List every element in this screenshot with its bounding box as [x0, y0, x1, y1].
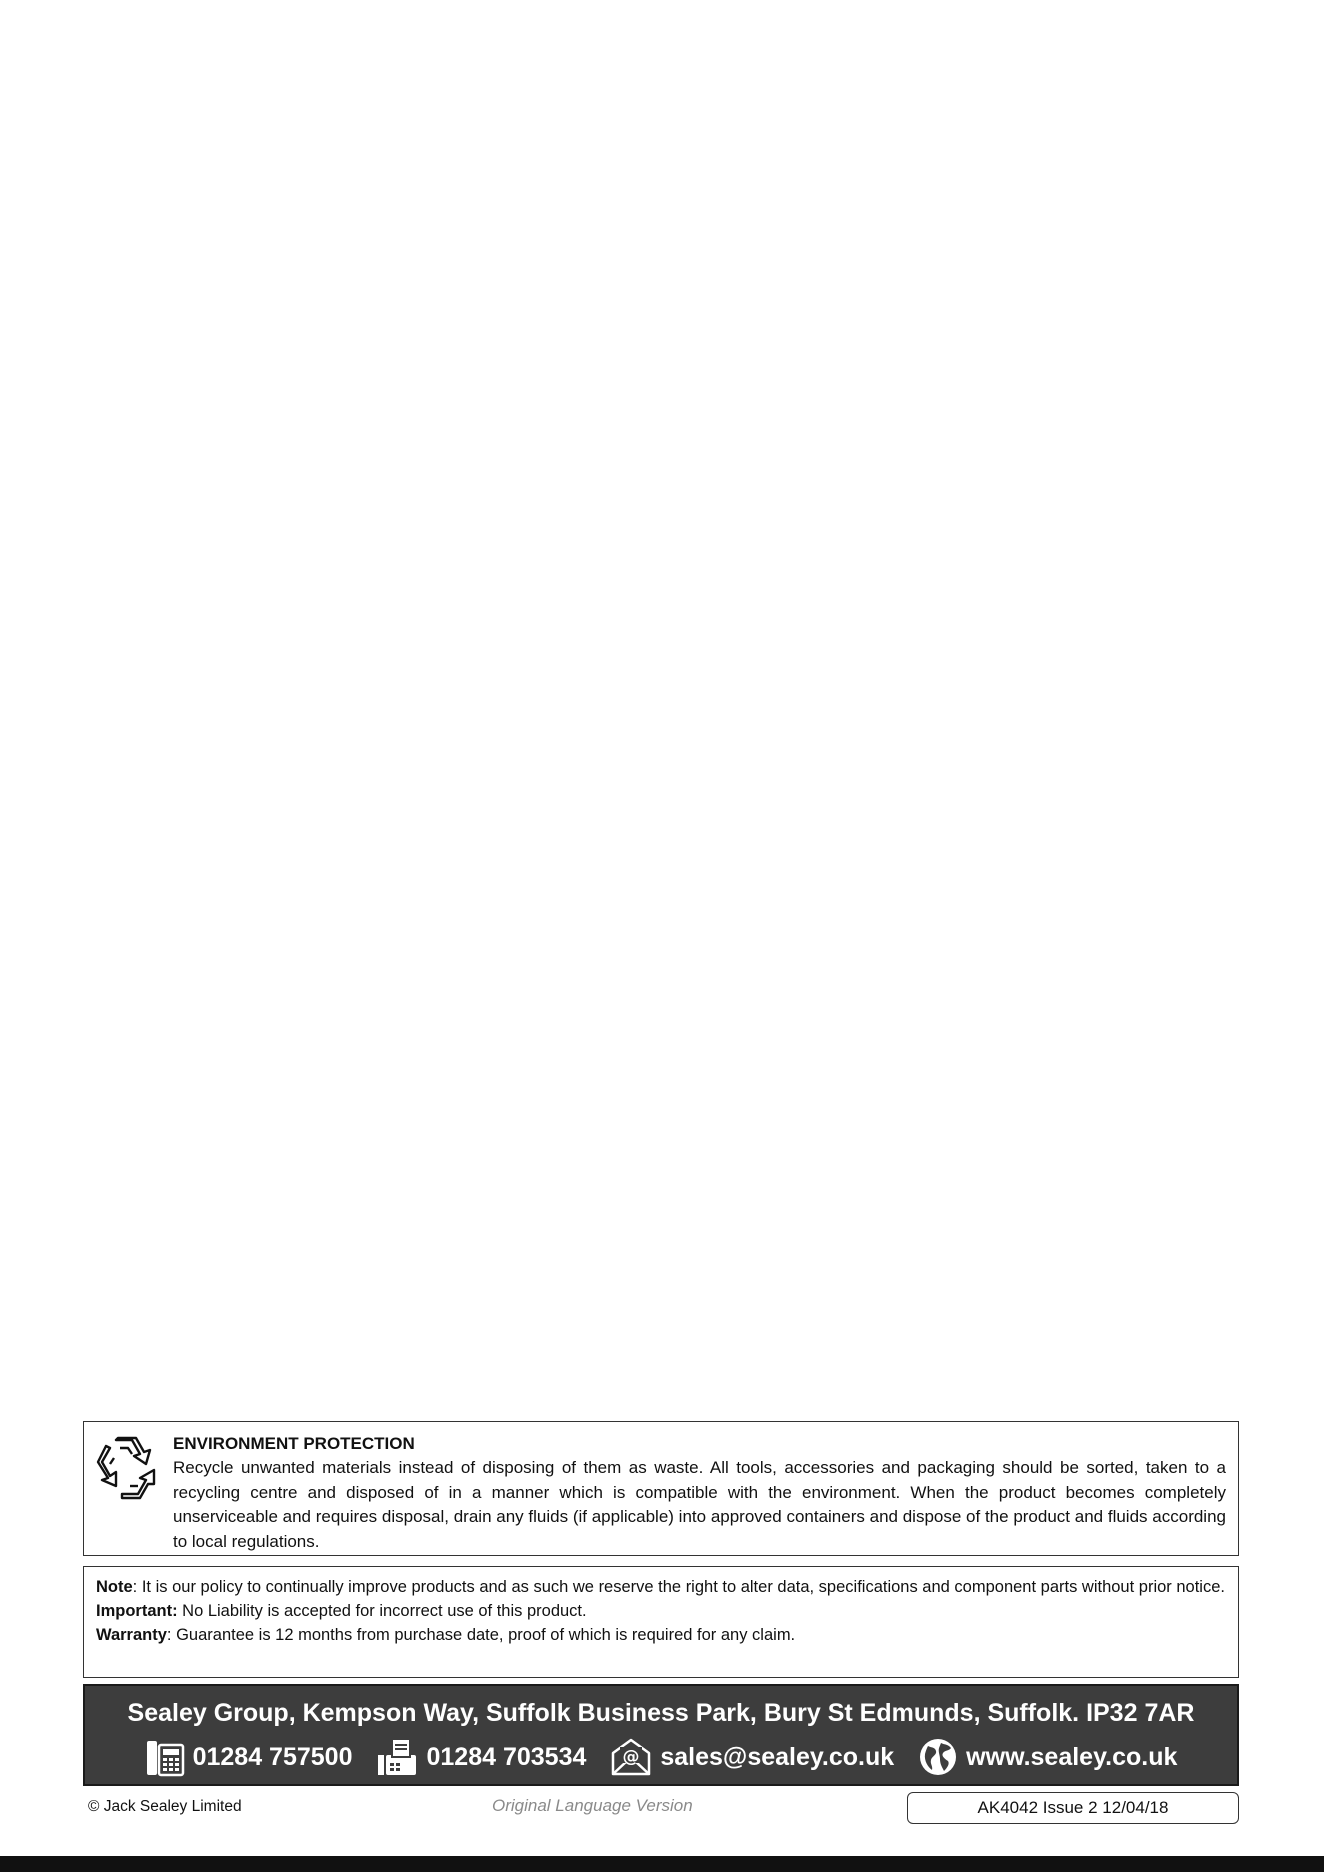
- environment-text: Recycle unwanted materials instead of disposing of them as waste. All tools, accessories and packaging should be sorted, taken to a recycling centre and disposed of in a manner which is compatible with the environment. When the product becomes completely unserviceable and requires disposal, drain any fluids (if applicable) into approved containers and dispose of the product and fluids according to local regulations.: [173, 1458, 1226, 1551]
- important-paragraph: [96, 1599, 1226, 1623]
- important-text: No Liability is accepted for incorrect use of this product.: [177, 1602, 587, 1620]
- language-version-note: Original Language Version: [492, 1796, 693, 1815]
- warranty-paragraph: [96, 1623, 1226, 1647]
- company-address: Sealey Group, Kempson Way, Suffolk Business Park, Bury St Edmunds, Suffolk. IP32 7AR: [127, 1699, 1195, 1727]
- svg-text:@: @: [622, 1747, 640, 1767]
- warranty-text: : Guarantee is 12 months from purchase date, proof of which is required for any claim.: [166, 1626, 796, 1644]
- note-text: : It is our policy to continually improve products and as such we reserve the right to alter data, specifications and component parts without prior notice.: [132, 1578, 1225, 1596]
- environment-protection-box: [83, 1421, 1239, 1556]
- fax-contact: [376, 1737, 586, 1777]
- phone-contact: [145, 1737, 353, 1777]
- email-icon: [610, 1737, 652, 1777]
- email-contact: [610, 1737, 894, 1777]
- globe-icon: [918, 1737, 958, 1777]
- phone-number[interactable]: 01284 757500: [192, 1742, 353, 1771]
- recycle-icon: [96, 1434, 158, 1500]
- note-label: Note: [96, 1578, 133, 1596]
- telephone-icon: [145, 1737, 185, 1777]
- website-link[interactable]: www.sealey.co.uk: [966, 1742, 1178, 1771]
- note-paragraph: [96, 1575, 1226, 1599]
- email-address[interactable]: sales@sealey.co.uk: [660, 1742, 895, 1771]
- important-label: Important:: [96, 1602, 178, 1620]
- fax-number: 01284 703534: [426, 1742, 587, 1771]
- website-contact: [918, 1737, 1177, 1777]
- fax-icon: [376, 1737, 418, 1777]
- contact-details-row: [85, 1736, 1237, 1778]
- document-reference: AK4042 Issue 2 12/04/18: [907, 1792, 1239, 1824]
- contact-bar: [83, 1684, 1239, 1786]
- copyright-notice: © Jack Sealey Limited: [88, 1798, 242, 1815]
- bottom-rule: [0, 1856, 1324, 1872]
- warranty-label: Warranty: [96, 1626, 167, 1644]
- environment-title: ENVIRONMENT PROTECTION: [173, 1434, 415, 1453]
- notes-box: [83, 1566, 1239, 1678]
- environment-content: [173, 1432, 1226, 1554]
